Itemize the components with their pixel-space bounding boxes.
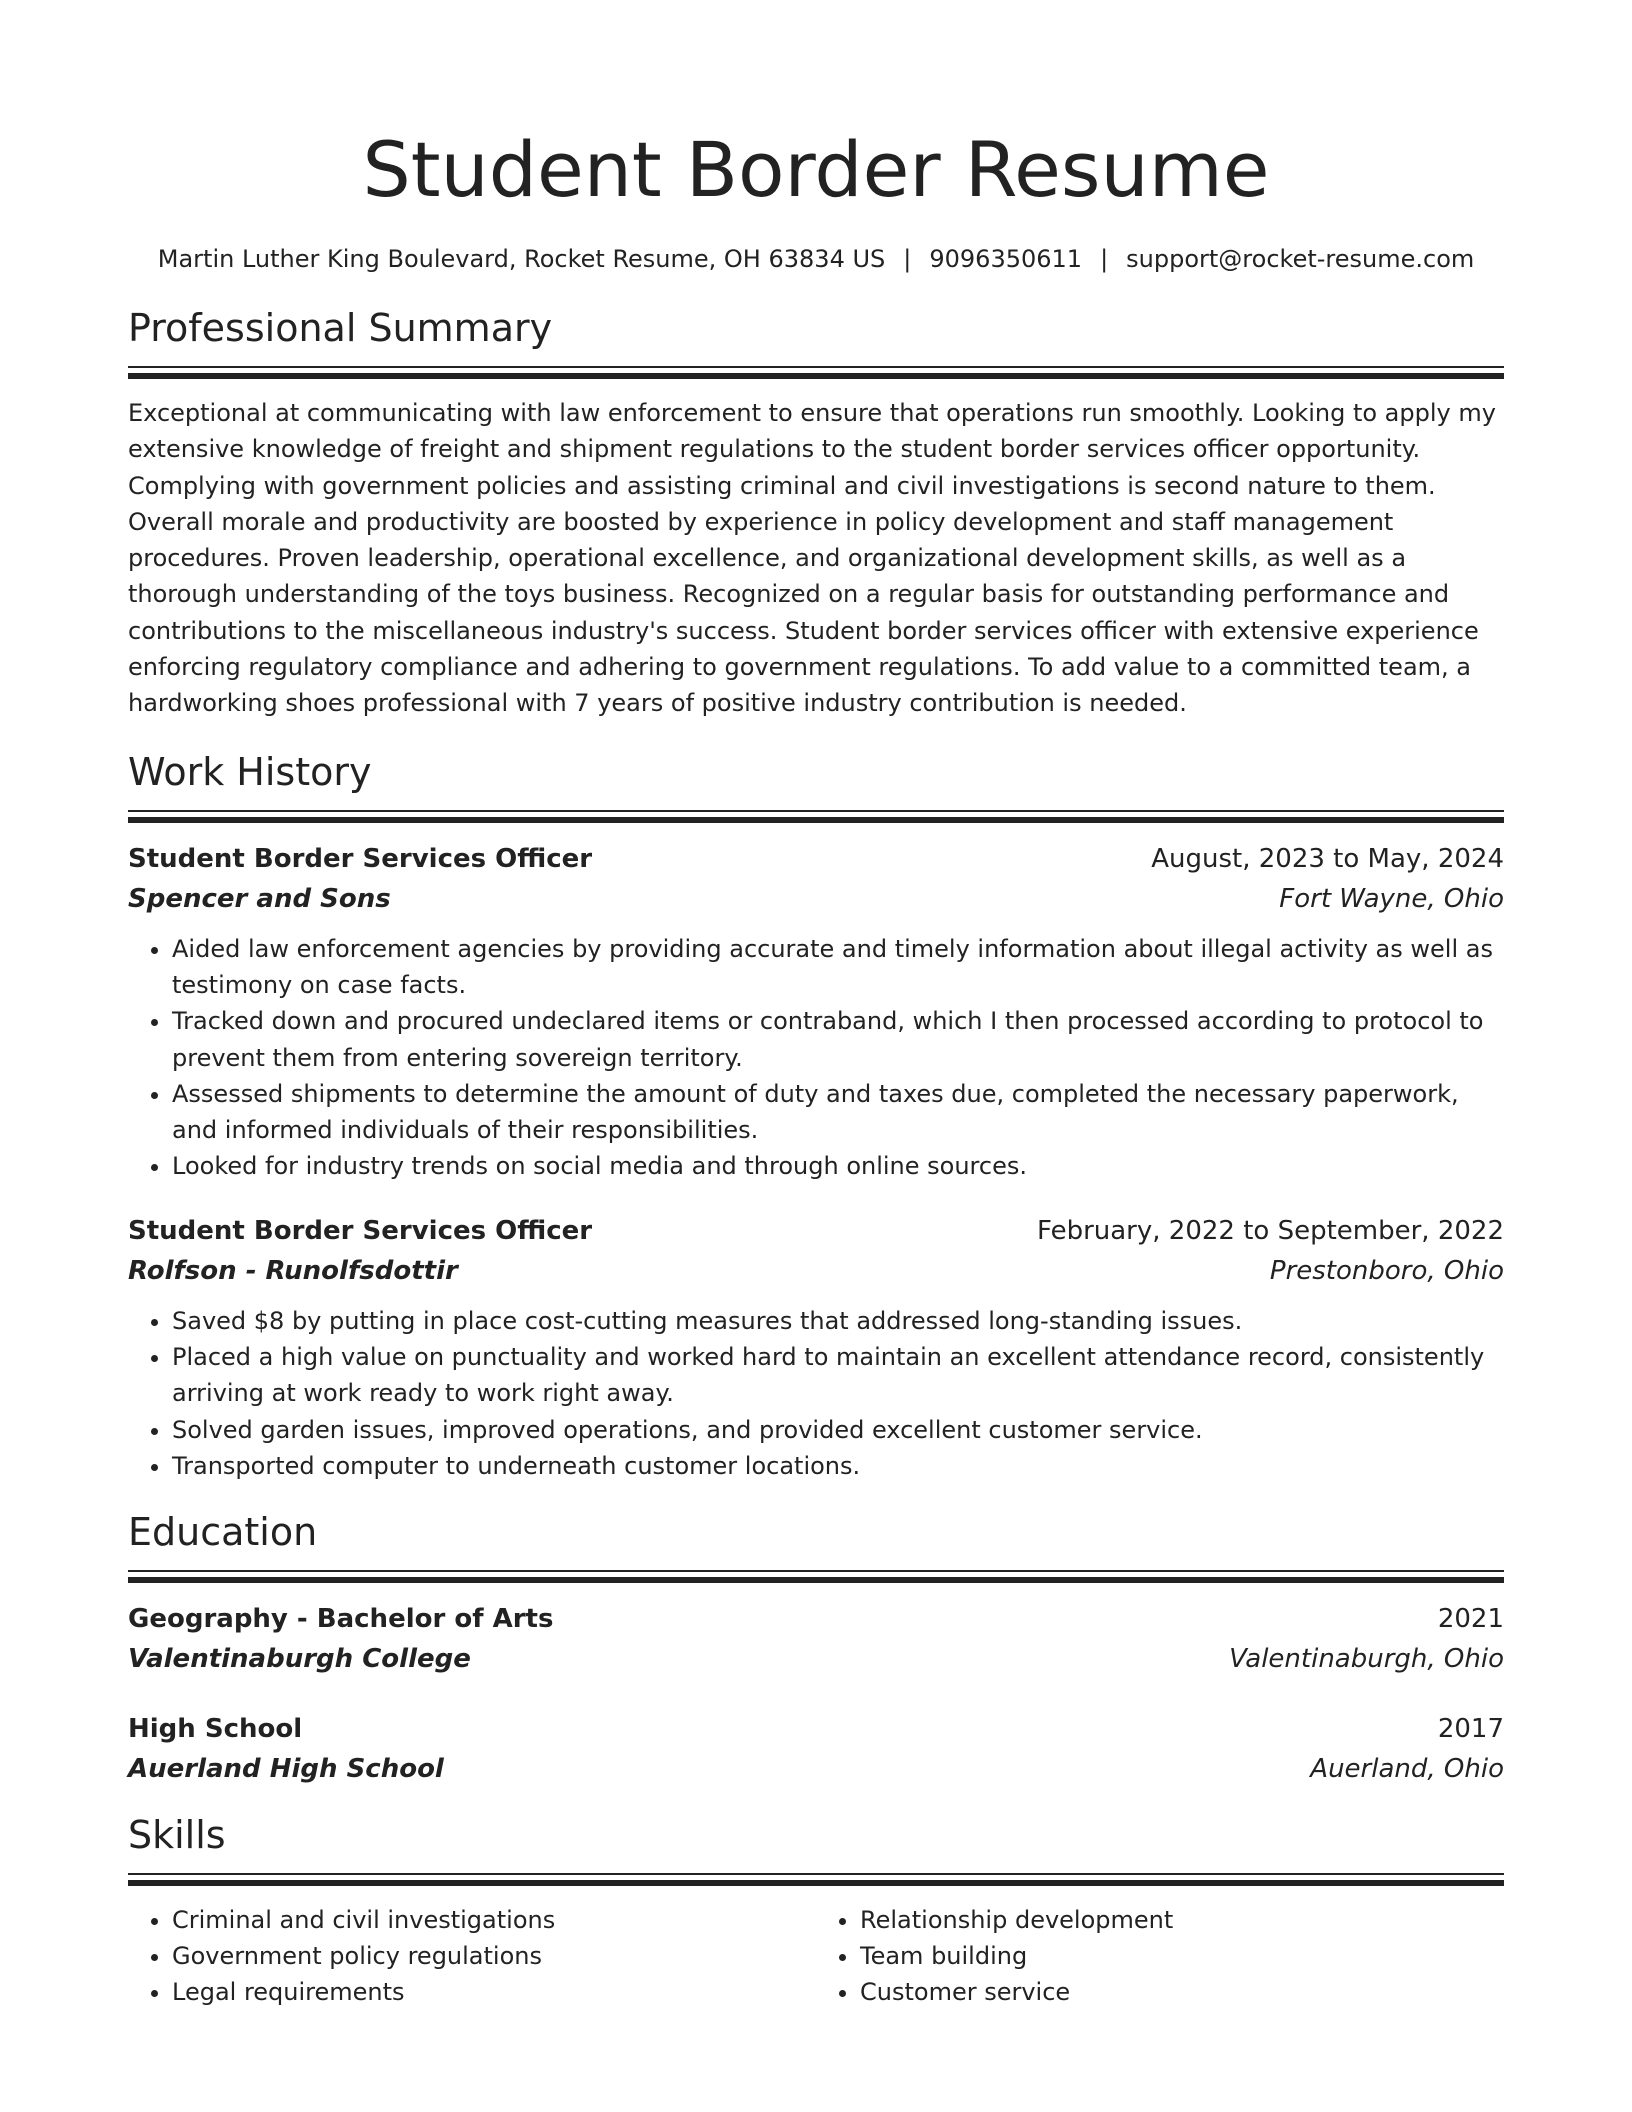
section-divider [128, 1577, 1504, 1583]
education-subheader [128, 1749, 1504, 1789]
education-entry [128, 1709, 1504, 1789]
job-header [128, 839, 1504, 879]
job-entry [128, 839, 1504, 1185]
education-location: Valentinaburgh, Ohio [1229, 1644, 1504, 1675]
resume-title: Student Border Resume [362, 125, 1270, 214]
contact-phone: 9096350611 [929, 245, 1083, 273]
job-dates: February, 2022 to September, 2022 [1037, 1215, 1504, 1246]
section-divider [128, 810, 1504, 812]
list-item: • Customer service [860, 1974, 1504, 2010]
list-item: • Team building [860, 1938, 1504, 1974]
list-item: • Transported computer to underneath customer locations. [172, 1448, 1504, 1484]
section-heading-skills: Skills [128, 1813, 226, 1858]
skills-column-left [128, 1902, 816, 2010]
job-title: Student Border Services Officer [128, 843, 593, 874]
education-degree: Geography - Bachelor of Arts [128, 1604, 554, 1635]
section-heading-summary: Professional Summary [128, 306, 553, 350]
section-divider [128, 373, 1504, 379]
education-location: Auerland, Ohio [1310, 1754, 1504, 1785]
section-divider [128, 366, 1504, 368]
list-item: • Criminal and civil investigations [172, 1902, 816, 1938]
list-item: • Placed a high value on punctuality and worked hard to maintain an excellent attendance record, consistently arriving at work ready to work right away. [172, 1339, 1504, 1412]
job-dates: August, 2023 to May, 2024 [1151, 843, 1504, 874]
section-divider [128, 1873, 1504, 1875]
section-heading-work: Work History [128, 749, 372, 794]
contact-address: Martin Luther King Boulevard, Rocket Resume, OH 63834 US [157, 245, 886, 273]
education-section [128, 1508, 1504, 1789]
skills-section [128, 1811, 1504, 2010]
list-item: • Looked for industry trends on social media and through online sources. [172, 1148, 1504, 1184]
list-item: • Relationship development [860, 1902, 1504, 1938]
section-divider [128, 1570, 1504, 1572]
contact-separator: | [1100, 245, 1109, 273]
job-header [128, 1211, 1504, 1251]
list-item: • Solved garden issues, improved operations, and provided excellent customer service. [172, 1412, 1504, 1448]
section-divider [128, 817, 1504, 823]
list-item: • Assessed shipments to determine the amount of duty and taxes due, completed the necessary paperwork, and informed individuals of their responsibilities. [172, 1076, 1504, 1149]
job-company: Spencer and Sons [128, 883, 391, 914]
list-item: • Government policy regulations [172, 1938, 816, 1974]
skills-column-right [816, 1902, 1504, 2010]
education-header [128, 1709, 1504, 1749]
skills-list [128, 1886, 1504, 2010]
education-degree: High School [128, 1714, 303, 1745]
education-school: Valentinaburgh College [128, 1644, 471, 1675]
job-location: Prestonboro, Ohio [1269, 1255, 1504, 1286]
contact-separator: | [903, 245, 912, 273]
job-title: Student Border Services Officer [128, 1215, 593, 1246]
job-bullets [128, 1303, 1504, 1484]
education-year: 2021 [1437, 1604, 1504, 1635]
list-item: • Aided law enforcement agencies by providing accurate and timely information about illegal activity as well as testimony on case facts. [172, 931, 1504, 1004]
job-subheader [128, 879, 1504, 919]
contact-line [128, 242, 1504, 276]
work-history-section [128, 748, 1504, 1485]
education-subheader [128, 1639, 1504, 1679]
education-entry [128, 1599, 1504, 1679]
list-item: • Tracked down and procured undeclared items or contraband, which I then processed according to protocol to prevent them from entering sovereign territory. [172, 1003, 1504, 1076]
summary-section [128, 304, 1504, 722]
job-entry [128, 1211, 1504, 1484]
education-school: Auerland High School [128, 1754, 444, 1785]
summary-text: Exceptional at communicating with law enforcement to ensure that operations run smoothly. Looking to apply my extensive knowledge of freight and shipment regulations to the student border services officer opportunity. Complying with government policies and assisting criminal and civil investigations is second nature to them. Overall morale and productivity are boosted by experience in policy development and staff management procedures. Proven leadership, operational excellence, and organizational development skills, as well as a thorough understanding of the toys business. Recognized on a regular basis for outstanding performance and contributions to the miscellaneous industry's success. Student border services officer with extensive experience enforcing regulatory compliance and adhering to government regulations. To add value to a committed team, a hardworking shoes professional with 7 years of positive industry contribution is needed. [128, 399, 1496, 718]
list-item: • Legal requirements [172, 1974, 816, 2010]
job-location: Fort Wayne, Ohio [1279, 883, 1504, 914]
list-item: • Saved $8 by putting in place cost-cutting measures that addressed long-standing issues. [172, 1303, 1504, 1339]
education-header [128, 1599, 1504, 1639]
job-bullets [128, 931, 1504, 1185]
job-subheader [128, 1251, 1504, 1291]
section-heading-education: Education [128, 1510, 318, 1555]
education-year: 2017 [1437, 1714, 1504, 1745]
contact-email: support@rocket-resume.com [1126, 245, 1475, 273]
job-company: Rolfson - Runolfsdottir [128, 1255, 458, 1286]
